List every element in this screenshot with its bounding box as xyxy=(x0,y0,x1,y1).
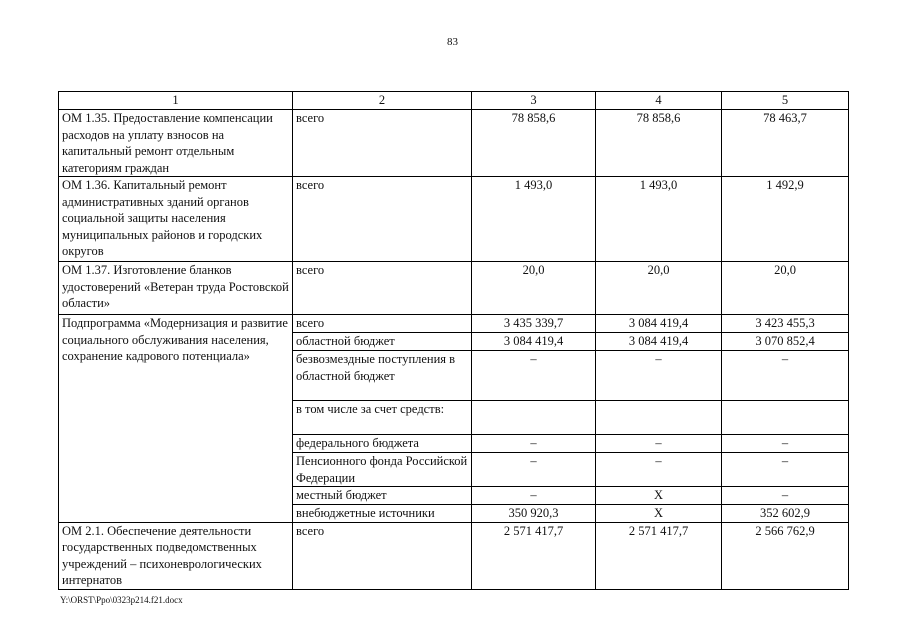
activity-name: ОМ 1.36. Капитальный ремонт административных зданий органов социальной защиты населения муниципальных районов и городских округов xyxy=(59,177,293,262)
value-col5: 20,0 xyxy=(722,262,849,315)
value-col3: 2 571 417,7 xyxy=(472,522,596,589)
funding-source: в том числе за счет средств: xyxy=(293,401,472,435)
activity-name: ОМ 1.37. Изготовление бланков удостоверений «Ветеран труда Ростовской области» xyxy=(59,262,293,315)
table-row xyxy=(59,522,849,589)
value-col4: – xyxy=(596,351,722,401)
value-col3: – xyxy=(472,351,596,401)
funding-source: внебюджетные источники xyxy=(293,505,472,523)
value-col5: 3 070 852,4 xyxy=(722,333,849,351)
value-col5: – xyxy=(722,435,849,453)
funding-source: областной бюджет xyxy=(293,333,472,351)
value-col4: Х xyxy=(596,487,722,505)
value-col5: 3 423 455,3 xyxy=(722,315,849,333)
value-col5: 352 602,9 xyxy=(722,505,849,523)
column-header: 5 xyxy=(722,92,849,110)
value-col5: 2 566 762,9 xyxy=(722,522,849,589)
value-col3: – xyxy=(472,435,596,453)
value-col4: 2 571 417,7 xyxy=(596,522,722,589)
value-col4: 3 084 419,4 xyxy=(596,315,722,333)
table-header-row xyxy=(59,92,849,110)
value-col3: 350 920,3 xyxy=(472,505,596,523)
value-col4: 20,0 xyxy=(596,262,722,315)
value-col5 xyxy=(722,401,849,435)
column-header: 2 xyxy=(293,92,472,110)
funding-source: федерального бюджета xyxy=(293,435,472,453)
funding-source: всего xyxy=(293,315,472,333)
value-col4: – xyxy=(596,435,722,453)
value-col5: – xyxy=(722,351,849,401)
table-row xyxy=(59,262,849,315)
funding-source: всего xyxy=(293,522,472,589)
value-col5: 1 492,9 xyxy=(722,177,849,262)
value-col4 xyxy=(596,401,722,435)
column-header: 4 xyxy=(596,92,722,110)
value-col3: – xyxy=(472,487,596,505)
value-col4: 3 084 419,4 xyxy=(596,333,722,351)
file-path-footer: Y:\ORST\Ppo\0323p214.f21.docx xyxy=(60,595,183,605)
funding-source: местный бюджет xyxy=(293,487,472,505)
table-row xyxy=(59,110,849,177)
subprogram-name: Подпрограмма «Модернизация и развитие социального обслуживания населения, сохранение кадрового потенциала» xyxy=(59,315,293,523)
value-col3: 3 084 419,4 xyxy=(472,333,596,351)
funding-source: всего xyxy=(293,262,472,315)
value-col3: 1 493,0 xyxy=(472,177,596,262)
value-col5: 78 463,7 xyxy=(722,110,849,177)
funding-source: всего xyxy=(293,110,472,177)
value-col5: – xyxy=(722,487,849,505)
activity-name: ОМ 1.35. Предоставление компенсации расходов на уплату взносов на капитальный ремонт отдельным категориям граждан xyxy=(59,110,293,177)
value-col3: – xyxy=(472,453,596,487)
funding-source: безвозмездные поступления в областной бюджет xyxy=(293,351,472,401)
page-number: 83 xyxy=(447,36,458,48)
activity-name: ОМ 2.1. Обеспечение деятельности государственных подведомственных учреждений – психоневрологических интернатов xyxy=(59,522,293,589)
value-col4: Х xyxy=(596,505,722,523)
table-row xyxy=(59,315,849,333)
value-col5: – xyxy=(722,453,849,487)
value-col4: 78 858,6 xyxy=(596,110,722,177)
value-col4: – xyxy=(596,453,722,487)
funding-source: всего xyxy=(293,177,472,262)
table-row xyxy=(59,177,849,262)
value-col3: 3 435 339,7 xyxy=(472,315,596,333)
value-col3 xyxy=(472,401,596,435)
funding-source: Пенсионного фонда Российской Федерации xyxy=(293,453,472,487)
value-col3: 78 858,6 xyxy=(472,110,596,177)
value-col3: 20,0 xyxy=(472,262,596,315)
column-header: 3 xyxy=(472,92,596,110)
value-col4: 1 493,0 xyxy=(596,177,722,262)
budget-table xyxy=(58,91,849,590)
column-header: 1 xyxy=(59,92,293,110)
